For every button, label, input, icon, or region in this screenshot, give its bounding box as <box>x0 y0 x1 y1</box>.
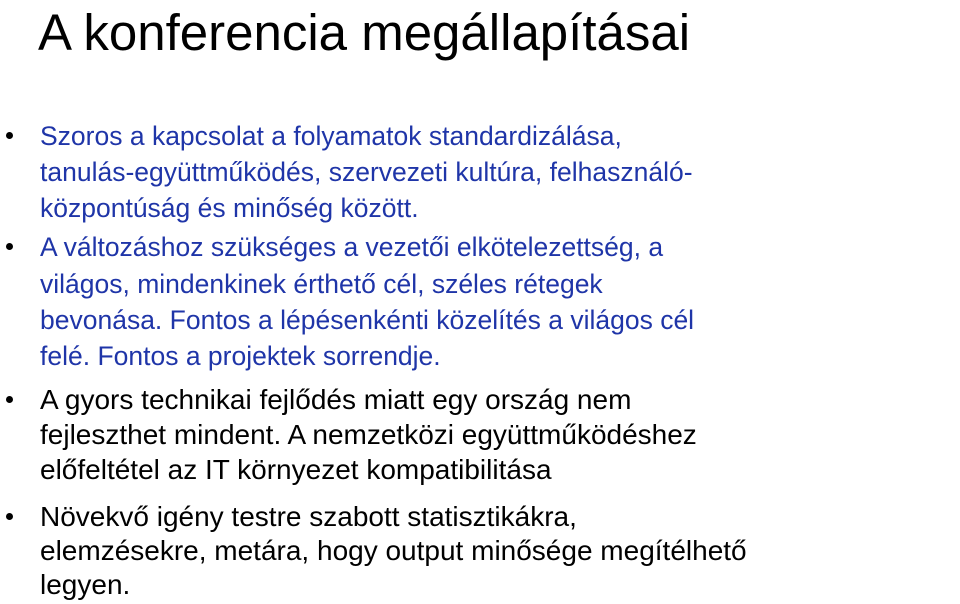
bullet-dot-icon <box>6 513 13 520</box>
bullet-3-line-1: A gyors technikai fejlődés miatt egy ország nem <box>40 384 632 415</box>
bullet-3-line-2: fejleszthet mindent. A nemzetközi együttműködéshez <box>40 419 697 450</box>
bullet-2-line-1: A változáshoz szükséges a vezetői elkötelezettség, a <box>40 232 664 262</box>
bullet-1-line-3: központúság és minőség között. <box>40 193 419 223</box>
bullet-3-line-3: előfeltétel az IT környezet kompatibilitása <box>40 454 552 485</box>
bullet-1-line-2: tanulás-együttműködés, szervezeti kultúra, felhasználó- <box>40 157 693 187</box>
bullet-4-line-2: elemzésekre, metára, hogy output minősége megítélhető <box>40 535 747 566</box>
bullet-2-line-3: bevonása. Fontos a lépésenkénti közelítés a világos cél <box>40 305 695 335</box>
bullet-4-line-3: legyen. <box>40 569 131 600</box>
bullet-dot-icon <box>6 243 13 250</box>
bullet-4-line-1: Növekvő igény testre szabott statisztikákra, <box>40 501 577 532</box>
slide-title: A konferencia megállapításai <box>38 4 691 61</box>
bullet-2-line-2: világos, mindenkinek érthető cél, széles rétegek <box>40 269 603 299</box>
bullet-dot-icon <box>6 396 13 403</box>
bullet-dot-icon <box>6 132 13 139</box>
bullet-1-line-1: Szoros a kapcsolat a folyamatok standardizálása, <box>40 121 622 151</box>
bullet-2-line-4: felé. Fontos a projektek sorrendje. <box>40 341 441 371</box>
